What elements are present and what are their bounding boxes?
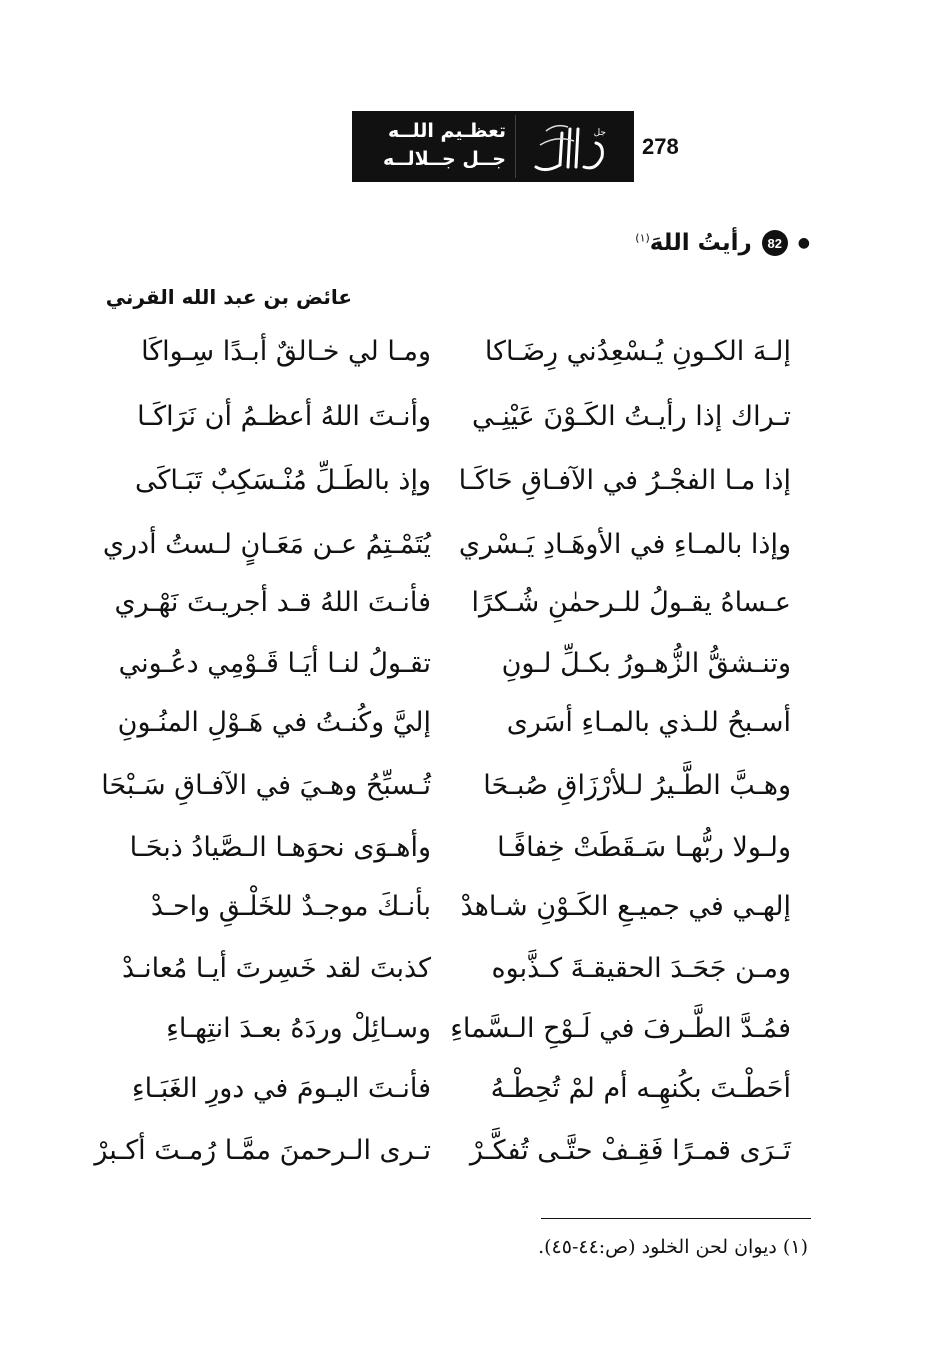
verse-second-hemistich: وإذ بالطَـلِّ مُنْـسَكِبٌ تَبَـاكَى bbox=[135, 465, 431, 496]
footnote-divider bbox=[541, 1218, 811, 1219]
verse-second-hemistich: إليَّ وكُنـتُ في هَـوْلِ المنُـونِ bbox=[117, 707, 431, 738]
verse-second-hemistich: فأنـتَ اللهُ قـد أجريـتَ نَهْـري bbox=[114, 587, 431, 618]
section-title-text: رأيتُ اللهَ bbox=[649, 230, 752, 256]
verse-first-hemistich: أسـبحُ للـذي بالمـاءِ أسَرى bbox=[506, 707, 791, 738]
verse-first-hemistich: فمُـدَّ الطَّـرفَ في لَـوْحِ الـسَّماءِ bbox=[450, 1013, 791, 1044]
verse-first-hemistich: ومـن جَحَـدَ الحقيقـةَ كـذَّبوه bbox=[491, 953, 791, 984]
header-title-line-2: جــل جــلالــه bbox=[382, 148, 506, 170]
verse-first-hemistich: أحَطْـتَ بكُنهِـه أم لمْ تُحِطْـهُ bbox=[490, 1073, 791, 1104]
verse-first-hemistich: تـراك إذا رأيـتُ الكَـوْنَ عَيْنِـي bbox=[471, 401, 791, 432]
footnote-reference: (١) bbox=[635, 231, 650, 245]
verse-second-hemistich: بأنـكَ موجـدٌ للخَلْـقِ واحـدْ bbox=[150, 891, 431, 922]
header-title-line-1: تعظـيم اللــه bbox=[387, 120, 506, 142]
verse-first-hemistich: إلهـي في جميـعِ الكَـوْنِ شـاهدْ bbox=[460, 891, 791, 922]
verse-second-hemistich: فأنـتَ اليـومَ في دورِ الغَبَـاءِ bbox=[131, 1073, 431, 1104]
verse-first-hemistich: وإذا بالمـاءِ في الأوهَـادِ يَـسْري bbox=[458, 529, 791, 560]
bullet-icon: ● bbox=[797, 235, 810, 251]
poet-name: عائض بن عبد الله القرني bbox=[105, 285, 352, 309]
verse-first-hemistich: وتنـشقُّ الزُّهـورُ بكـلِّ لـونِ bbox=[501, 648, 791, 679]
footnote: (١) ديوان لحن الخلود (ص:٤٤-٤٥). bbox=[538, 1236, 808, 1258]
section-number-badge: 82 bbox=[762, 230, 788, 256]
verse-first-hemistich: عـساهُ يقـولُ للـرحمٰنِ شُـكرًا bbox=[471, 587, 791, 618]
verse-second-hemistich: تُـسبِّحُ وهـيَ في الآفـاقِ سَـبْحَا bbox=[101, 770, 431, 801]
verse-first-hemistich: تَـرَى قمـرًا فَقِـفْ حتَّـى تُفكَّـرْ bbox=[469, 1135, 791, 1166]
svg-text:جل: جل bbox=[593, 128, 606, 138]
verse-first-hemistich: إلـهَ الكـونِ يُـسْعِدُني رِضَـاكا bbox=[484, 336, 791, 367]
verse-second-hemistich: تقـولُ لنـا أيَـا قَـوْمِي دعُـوني bbox=[118, 648, 431, 679]
verse-second-hemistich: وأهـوَى نحوَهـا الـصَّيادُ ذبحَـا bbox=[129, 832, 431, 863]
verse-first-hemistich: ولـولا ربُّهـا سَـقَطَتْ خِفافًـا bbox=[497, 832, 791, 863]
verse-second-hemistich: تـرى الـرحمنَ ممَّـا رُمـتَ أكـبرْ bbox=[94, 1135, 431, 1166]
verse-second-hemistich: يُتَمْـتِمُ عـن مَعَـانٍ لـستُ أدري bbox=[102, 529, 431, 560]
verse-first-hemistich: وهـبَّ الطَّـيرُ لـلأرْزَاقِ صُبـحَا bbox=[483, 770, 791, 801]
verse-second-hemistich: وسـائِلْ وردَهُ بعـدَ انتِهـاءِ bbox=[166, 1013, 431, 1044]
verse-first-hemistich: إذا مـا الفجْـرُ في الآفـاقِ حَاكَـا bbox=[458, 465, 791, 496]
verse-second-hemistich: وأنـتَ اللهُ أعظـمُ أن نَرَاكَـا bbox=[137, 401, 431, 432]
verse-second-hemistich: كذبتَ لقد خَسِرتَ أيـا مُعانـدْ bbox=[122, 953, 431, 984]
verse-second-hemistich: ومـا لي خـالقٌ أبـدًا سِـواكَا bbox=[141, 336, 431, 367]
page-number: 278 bbox=[642, 134, 679, 159]
